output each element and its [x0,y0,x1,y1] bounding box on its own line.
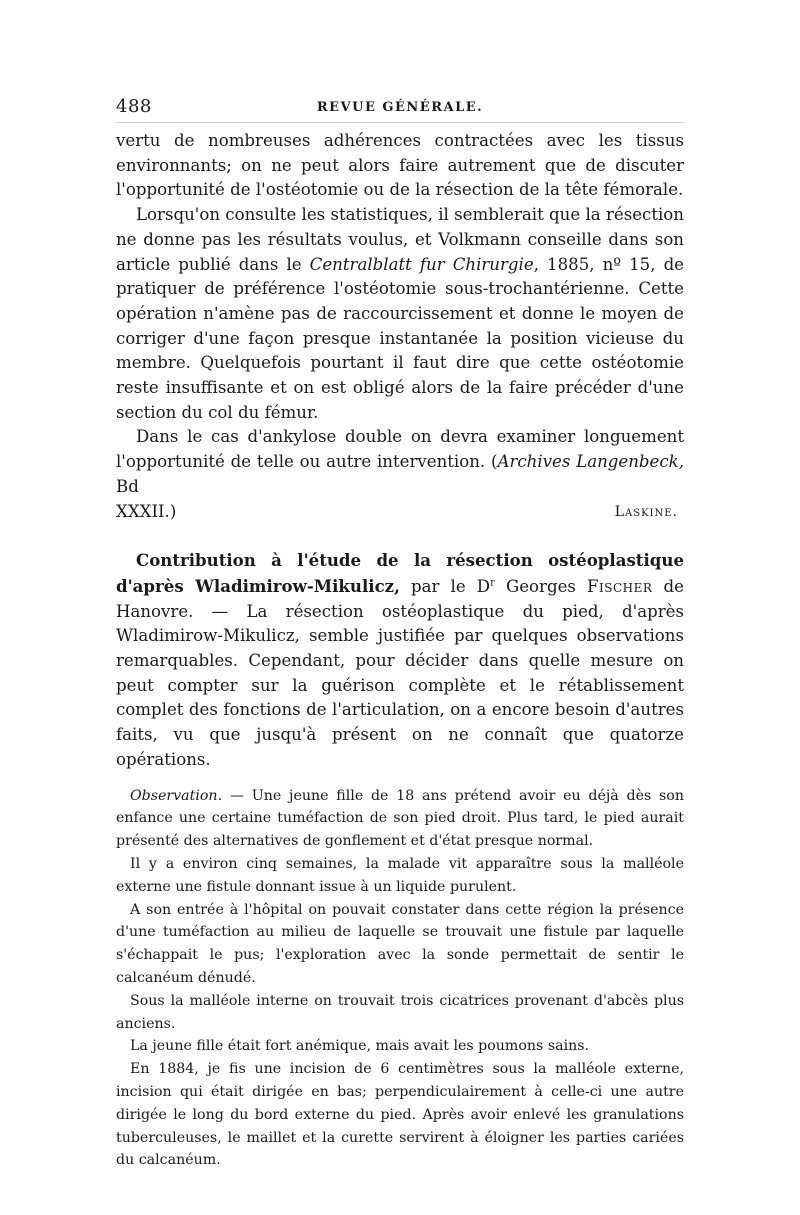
observation-paragraph-6: En 1884, je fis une incision de 6 centimètres sous la malléole externe, incision qui était dirigée en bas; perpendiculairement à celle-ci une autre dirigée le long du bord externe du pied. Après avoir enlevé les granulations tuberculeuses, le maillet et la curette servirent à éloigner les parties cariées du calcanéum. [116,1061,684,1169]
archive-reference: Archives Langenbeck, [497,452,684,472]
doctor-superscript: r [490,577,495,589]
article1-paragraph-3 [116,425,684,499]
article-separator [116,524,684,548]
article1-p3-text: Dans le cas d'ankylose double on devra examiner longuement l'opportunité de telle ou autre intervention. ( [116,427,684,472]
observation-paragraph-2: Il y a environ cinq semaines, la malade vit apparaître sous la malléole externe une fistule donnant issue à un liquide purulent. [116,855,684,895]
article1-paragraph-2 [116,203,684,425]
section-gap [116,773,684,785]
author-first-name: Georges [494,576,588,596]
article2-by: par le D [399,576,491,596]
journal-title: Centralblatt fur Chirurgie [309,254,534,274]
observation-paragraph-4: Sous la malléole interne on trouvait trois cicatrices provenant d'abcès plus anciens. [116,992,684,1032]
observation-label: Observation. [130,787,223,804]
book-page [116,96,684,1172]
reference-and-signature [116,500,684,525]
page-number: 488 [116,96,152,117]
running-title: REVUE GÉNÉRALE. [316,100,484,115]
article1-p2-text-end: , 1885, nº 15, de pratiquer de préférence l'ostéotomie sous-trochantérienne. Cette opération n'amène pas de raccourcissement et donne le moyen de corriger d'une façon presque instantanée la position vicieuse du membre. Quelquefois pourtant il faut dire que cette ostéotomie reste insuffisante et on est obligé alors de la faire précéder d'une section du col du fémur. [116,254,685,422]
observation-p1-text: — Une jeune fille de 18 ans prétend avoir eu déjà dès son enfance une certaine tuméfaction de son pied droit. Plus tard, le pied aurait présenté des alternatives de gonflement et d'état presque normal. [116,787,684,850]
observation-paragraph-3: A son entrée à l'hôpital on pouvait constater dans cette région la présence d'une tuméfaction au milieu de laquelle se trouvait une fistule par laquelle s'échappait le pus; l'exploration avec la sonde permettait de sentir le calcanéum dénudé. [116,901,684,986]
article1-p3-text-end: Bd [116,476,139,496]
observation-paragraph-1 [116,785,684,853]
article2-paragraph [116,548,684,772]
author-signature: Laskine. [614,503,678,520]
author-last-name: Fischer [587,576,653,596]
article2-title: Contribution à l'étude de la résection ostéoplastique d'après Wladimirow-Mikulicz, [116,550,684,596]
reference-volume: XXXII.) [116,501,177,521]
article1-p2-text: Lorsqu'on consulte les statistiques, il semblerait que la résection ne donne pas les résultats voulus, et Volkmann conseille dans son article publié dans le [116,205,684,274]
observation-paragraph-5: La jeune fille était fort anémique, mais avait les poumons sains. [130,1038,590,1055]
running-head [116,96,684,123]
article1-paragraph-1: vertu de nombreuses adhérences contractées avec les tissus environnants; on ne peut alors faire autrement que de discuter l'opportunité de l'ostéotomie ou de la résection de la tête fémorale. [116,131,684,200]
article2-body: de Hanovre. — La résection ostéoplastique du pied, d'après Wladimirow-Mikulicz, semble justifiée par quelques observations remarquables. Cependant, pour décider dans quelle mesure on peut compter sur la guérison complète et le rétablissement complet des fonctions de l'articulation, on a encore besoin d'autres faits, vu que jusqu'à présent on ne connaît que quatorze opérations. [116,576,685,769]
